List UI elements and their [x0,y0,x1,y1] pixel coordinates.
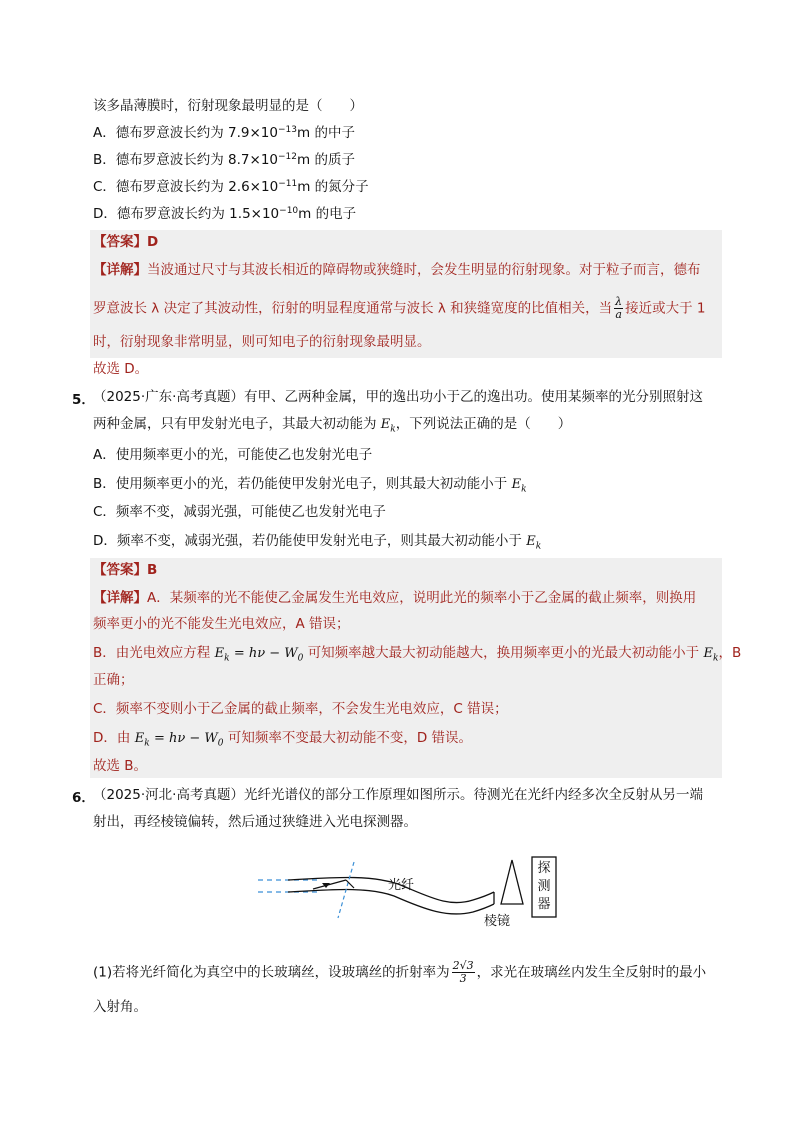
detector-label: 探 测 器 [537,861,551,912]
q5-option-a: A．使用频率更小的光，可能使乙也发射光电子 [93,447,373,463]
q4-option-c: C．德布罗意波长约为 $2.6\times 10^{-11}m$ 的氮分子 [93,179,369,195]
q5-detail-b-line2: 正确； [93,672,134,688]
fiber-label: 光纤 [388,878,415,893]
q4-detail-line2: 罗意波长 λ 决定了其波动性，衍射的明显程度通常与波长 λ 和狭缝宽度的比值相关，当 $\frac{\lambda}{a}$ 接近或大于 1 [93,295,706,321]
q4-answer: 【答案】D [93,234,159,250]
q6-stem-line1: （2025·河北·高考真题）光纤光谱仪的部分工作原理如图所示。待测光在光纤内经多次全反射从另一端 [93,787,703,803]
q6-stem-line2: 射出，再经棱镜偏转，然后通过狭缝进入光电探测器。 [93,814,417,830]
q6-sub1-line1: (1)若将光纤简化为真空中的长玻璃丝，设玻璃丝的折射率为 $\frac{2√3}{3}$ ，求光在玻璃丝内发生全反射时的最小 [93,959,707,985]
q5-stem-line2: 两种金属，只有甲发射光电子，其最大初动能为 $E_k$，下列说法正确的是（ ） [93,416,572,435]
q6-sub1-line2: 入射角。 [93,999,147,1015]
light-ray [313,880,346,889]
q5-option-d: D．频率不变，减弱光强，若仍能使甲发射光电子，则其最大初动能小于 $E_k$ [93,533,542,552]
q5-option-c: C．频率不变，减弱光强，可能使乙也发射光电子 [93,504,386,520]
q6-number: 6． [72,790,95,806]
q4-detail-line3: 时，衍射现象非常明显，则可知电子的衍射现象最明显。 [93,334,431,350]
q5-detail-a-line1: 【详解】A．某频率的光不能使乙金属发生光电效应，说明此光的频率小于乙金属的截止频率，则换用 [93,590,697,606]
q5-stem-line1: （2025·广东·高考真题）有甲、乙两种金属，甲的逸出功小于乙的逸出功。使用某频率的光分别照射这 [93,389,703,405]
q4-option-a: A．德布罗意波长约为 $7.9\times 10^{-13}m$ 的中子 [93,125,355,141]
q5-number: 5． [72,392,95,408]
q5-detail-c: C．频率不变则小于乙金属的截止频率，不会发生光电效应，C 错误； [93,701,508,717]
q4-conclusion: 故选 D。 [93,361,149,377]
q5-conclusion: 故选 B。 [93,758,148,774]
fiber-spectrometer-diagram [258,852,568,936]
q5-option-b: B．使用频率更小的光，若仍能使甲发射光电子，则其最大初动能小于 $E_k$ [93,476,527,495]
prism-icon [501,860,523,904]
q4-stem: 该多晶薄膜时，衍射现象最明显的是（ ） [93,98,363,114]
q5-answer: 【答案】B [93,562,158,578]
q5-detail-a-line2: 频率更小的光不能发生光电效应，A 错误； [93,616,350,632]
q4-option-b: B．德布罗意波长约为 $8.7\times 10^{-12}m$ 的质子 [93,152,355,168]
q4-option-d: D．德布罗意波长约为 $1.5\times 10^{-10}m$ 的电子 [93,206,357,222]
q5-detail-d: D．由 $E_k = h\nu - W_0$ 可知频率不变最大初动能不变，D 错误。 [93,730,473,749]
q5-detail-b-line1: B．由光电效应方程 $E_k = h\nu - W_0$ 可知频率越大最大初动能越大，换用频率更小的光最大初动能小于 $E_k$，B [93,645,742,664]
q4-detail-line1: 【详解】当波通过尺寸与其波长相近的障碍物或狭缝时，会发生明显的衍射现象。对于粒子而言，德布 [93,262,701,278]
ray-arrow-icon [322,883,330,888]
prism-label: 棱镜 [484,914,511,929]
